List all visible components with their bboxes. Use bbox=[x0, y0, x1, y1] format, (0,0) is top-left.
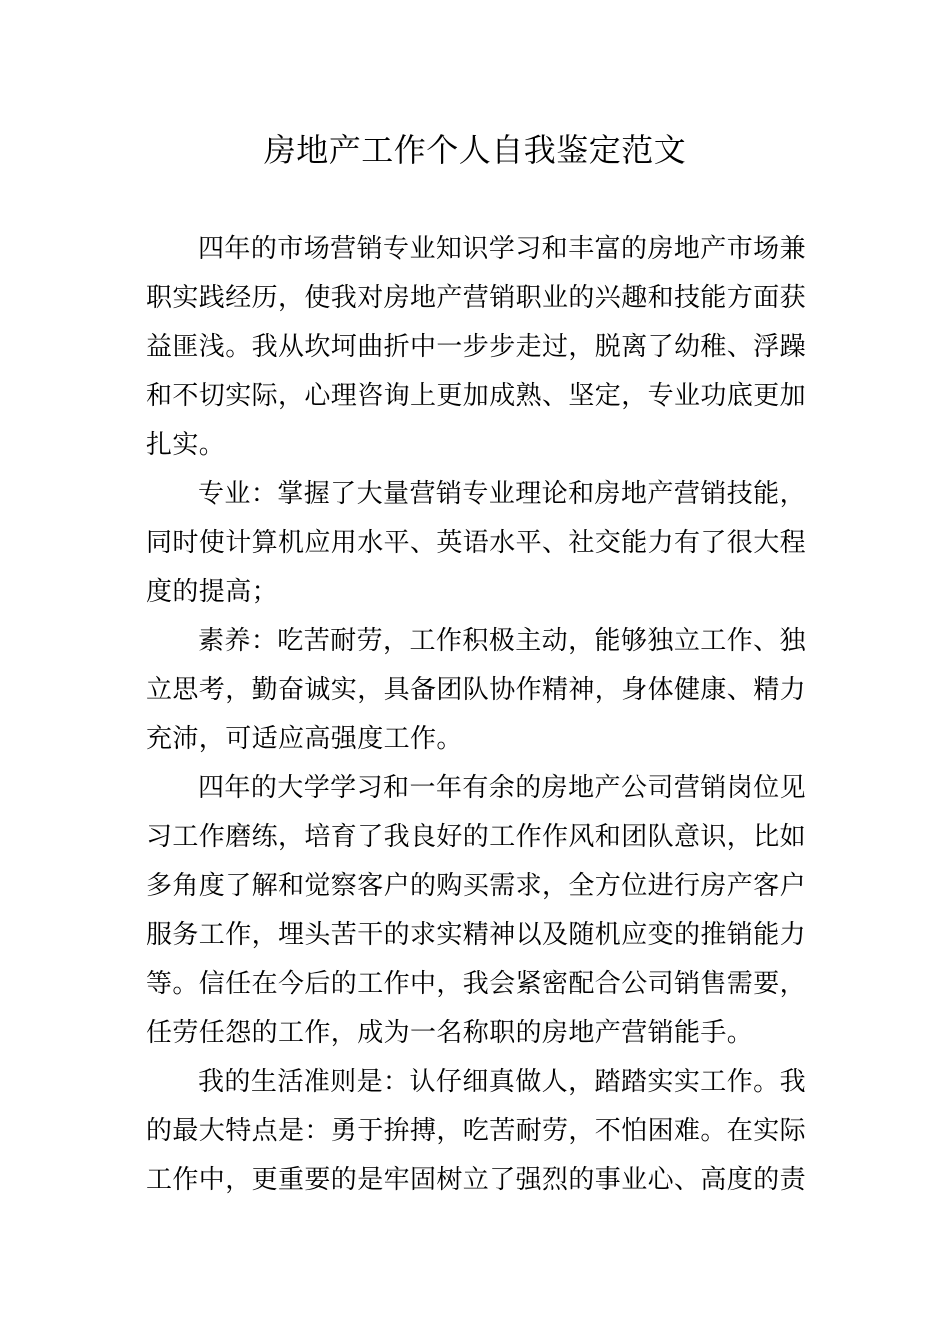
paragraph-1: 四年的市场营销专业知识学习和丰富的房地产市场兼职实践经历，使我对房地产营销职业的兴趣和技能方面获益匪浅。我从坎坷曲折中一步步走过，脱离了幼稚、浮躁和不切实际，心理咨询上更加成熟、坚定，专业功底更加扎实。 bbox=[146, 234, 807, 460]
paragraph-2: 专业：掌握了大量营销专业理论和房地产营销技能，同时使计算机应用水平、英语水平、社交能力有了很大程度的提高； bbox=[146, 479, 807, 607]
paragraph-4: 四年的大学学习和一年有余的房地产公司营销岗位见习工作磨练，培育了我良好的工作作风和团队意识，比如多角度了解和觉察客户的购买需求，全方位进行房产客户服务工作，埋头苦干的求实精神以及随机应变的推销能力等。信任在今后的工作中，我会紧密配合公司销售需要，任劳任怨的工作，成为一名称职的房地产营销能手。 bbox=[146, 773, 807, 1048]
paragraph-3: 素养：吃苦耐劳，工作积极主动，能够独立工作、独立思考，勤奋诚实，具备团队协作精神，身体健康、精力充沛，可适应高强度工作。 bbox=[146, 626, 807, 754]
document-body bbox=[146, 225, 806, 1205]
paragraph-5: 我的生活准则是：认仔细真做人，踏踏实实工作。我的最大特点是：勇于拚搏，吃苦耐劳，不怕困难。在实际工作中，更重要的是牢固树立了强烈的事业心、高度的责 bbox=[146, 1067, 807, 1195]
document-title: 房地产工作个人自我鉴定范文 bbox=[263, 131, 687, 169]
